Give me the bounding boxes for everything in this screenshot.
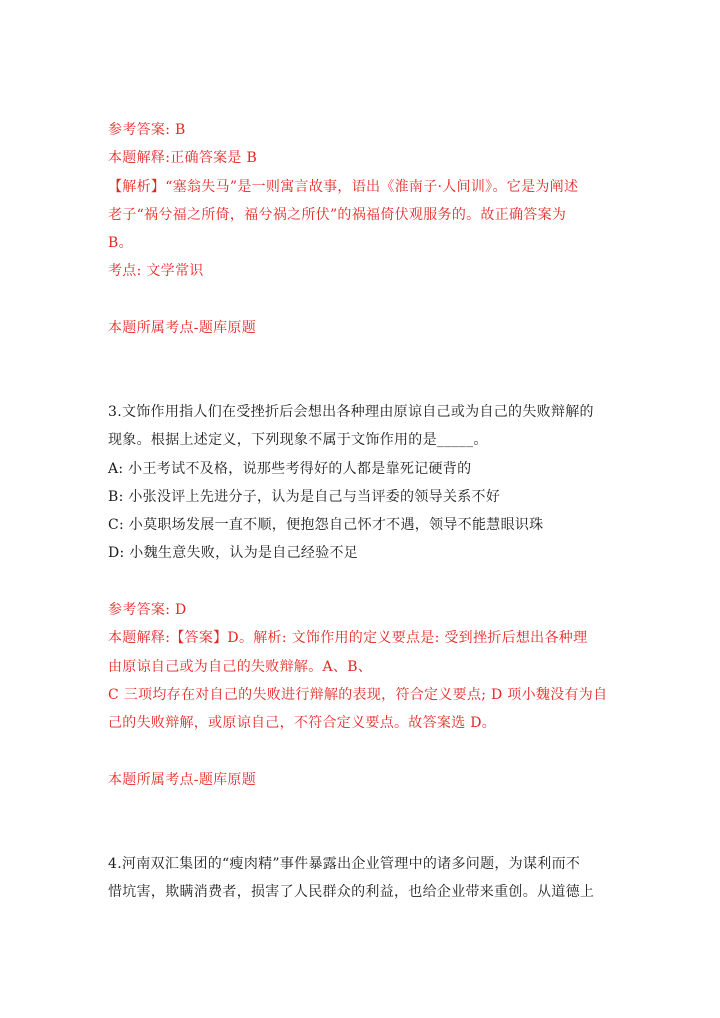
analysis-line: 老子“祸兮福之所倚，福兮祸之所伏”的祸福倚伏观服务的。故正确答案为 [108, 207, 567, 223]
explanation-line: 己的失败辩解，或原谅自己，不符合定义要点。故答案选 D。 [108, 715, 497, 731]
analysis-line: 【解析】“塞翁失马”是一则寓言故事，语出《淮南子·人间训》。它是为阐述 [108, 179, 579, 195]
source-line: 本题所属考点-题库原题 [108, 320, 257, 336]
question-stem: 现象。根据上述定义，下列现象不属于文饰作用的是_____。 [108, 432, 488, 448]
option-c: C: 小莫职场发展一直不顺，便抱怨自己怀才不遇，领导不能慧眼识珠 [108, 517, 544, 533]
explanation-line: C 三项均存在对自己的失败进行辩解的表现，符合定义要点; D 项小魏没有为自 [108, 687, 608, 703]
question-stem: 4.河南双汇集团的“瘦肉精”事件暴露出企业管理中的诸多问题，为谋利而不 [108, 856, 581, 872]
explanation-line: 本题解释:正确答案是 B [108, 150, 258, 166]
source-line: 本题所属考点-题库原题 [108, 772, 257, 788]
kaodian-line: 考点: 文学常识 [108, 263, 204, 279]
question-stem: 3.文饰作用指人们在受挫折后会想出各种理由原谅自己或为自己的失败辩解的 [108, 404, 594, 420]
analysis-line: B。 [108, 235, 133, 251]
option-a: A: 小王考试不及格，说那些考得好的人都是靠死记硬背的 [108, 461, 472, 477]
question-stem: 惜坑害，欺瞒消费者，损害了人民群众的利益，也给企业带来重创。从道德上 [108, 884, 595, 900]
explanation-line: 由原谅自己或为自己的失败辩解。A、B、 [108, 659, 373, 675]
option-d: D: 小魏生意失败，认为是自己经验不足 [108, 545, 359, 561]
answer-line: 参考答案: D [108, 602, 187, 618]
explanation-line: 本题解释:【答案】D。解析: 文饰作用的定义要点是: 受到挫折后想出各种理 [108, 630, 588, 646]
answer-line: 参考答案: B [108, 122, 186, 138]
option-b: B: 小张没评上先进分子，认为是自己与当评委的领导关系不好 [108, 489, 501, 505]
